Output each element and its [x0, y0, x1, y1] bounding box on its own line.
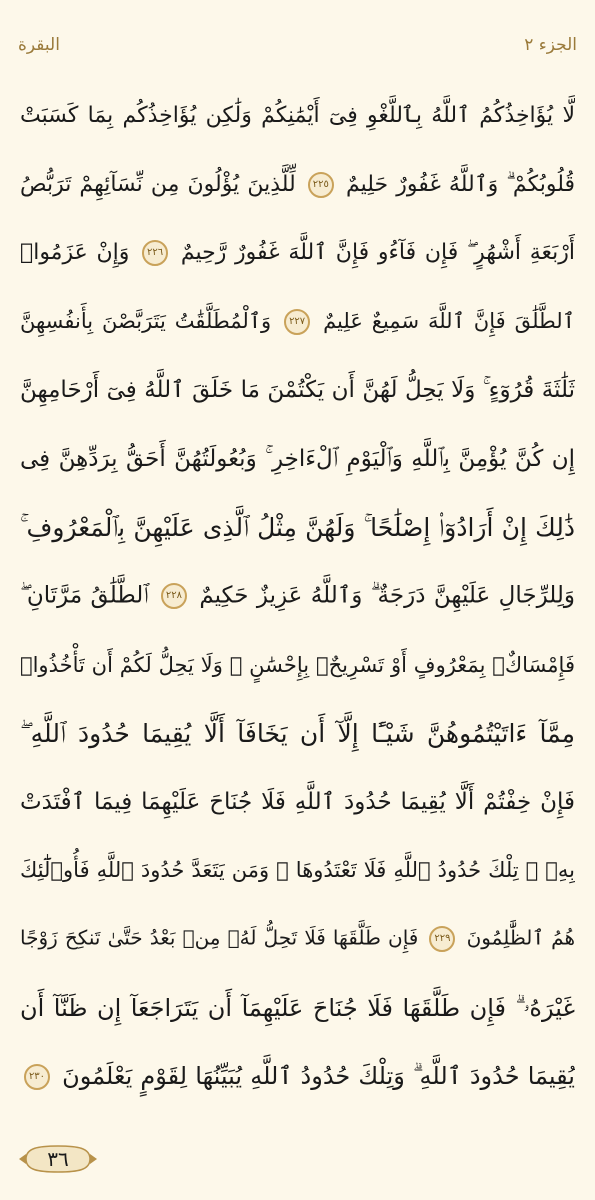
verse-line: [20, 905, 575, 974]
ayah-number-marker: ٢٣٠: [24, 1064, 50, 1090]
verse-line: [20, 288, 575, 357]
verse-segment: إِن كُنَّ يُؤْمِنَّ بِٱللَّهِ وَٱلْيَوْمِ ٱلْءَاخِرِ ۚ وَبُعُولَتُهُنَّ أَحَقُّ بِرَدِّهِنَّ فِى: [20, 445, 575, 472]
page-number: ٣٦: [47, 1147, 69, 1171]
verse-line-text: [20, 1061, 575, 1090]
verse-segment: ثَلَٰثَةَ قُرُوٓءٍ ۚ وَلَا يَحِلُّ لَهُنَّ أَن يَكْتُمْنَ مَا خَلَقَ ٱللَّهُ فِىٓ أَرْحَامِهِنَّ: [20, 377, 575, 404]
verse-line: [20, 768, 575, 837]
verse-segment: مِمَّآ ءَاتَيْتُمُوهُنَّ شَيْـًٔا إِلَّآ أَن يَخَافَآ أَلَّا يُقِيمَا حُدُودَ ٱللَّهِ ۖ: [20, 719, 575, 749]
verse-line: [20, 82, 575, 151]
verse-line-text: [20, 583, 575, 609]
verse-segment: قُلُوبُكُمْ ۗ وَٱللَّهُ غَفُورٌ حَلِيمٌ: [345, 171, 575, 197]
ayah-number-marker: ٢٢٨: [161, 583, 187, 609]
verse-segment: فَإِن طَلَّقَهَا فَلَا تَحِلُّ لَهُۥ مِنۢ بَعْدُ حَتَّىٰ تَنكِحَ زَوْجًا: [20, 925, 419, 950]
page-number-frame: [16, 1142, 100, 1176]
verse-segment: فَإِمْسَاكٌۢ بِمَعْرُوفٍ أَوْ تَسْرِيحٌۢ بِإِحْسَٰنٍ ۗ وَلَا يَحِلُّ لَكُمْ أَن تَأْخُذُوا۟: [20, 652, 575, 677]
verse-line-text: [20, 719, 575, 749]
verse-segment: فَإِنْ خِفْتُمْ أَلَّا يُقِيمَا حُدُودَ ٱللَّهِ فَلَا جُنَاحَ عَلَيْهِمَا فِيمَا ٱفْتَدَتْ: [20, 788, 575, 815]
verse-segment: يُقِيمَا حُدُودَ ٱللَّهِ ۗ وَتِلْكَ حُدُودُ ٱللَّهِ يُبَيِّنُهَا لِقَوْمٍ يَعْلَمُونَ: [62, 1061, 575, 1090]
ayah-number-marker: ٢٢٥: [308, 172, 334, 198]
verse-segment: وَإِنْ عَزَمُوا۟: [20, 240, 130, 266]
verse-line: [20, 837, 575, 906]
verse-segment: ٱلطَّلَٰقَ فَإِنَّ ٱللَّهَ سَمِيعٌ عَلِيمٌ: [323, 309, 575, 334]
verse-segment: وَٱلْمُطَلَّقَٰتُ يَتَرَبَّصْنَ بِأَنفُسِهِنَّ: [20, 309, 272, 334]
verse-text-block: [20, 82, 575, 1112]
ayah-number-marker: ٢٢٦: [142, 240, 168, 266]
verse-segment: غَيْرَهُۥ ۗ فَإِن طَلَّقَهَا فَلَا جُنَاحَ عَلَيْهِمَآ أَن يَتَرَاجَعَآ إِن ظَنَّآ أَن: [20, 994, 575, 1023]
verse-line: [20, 699, 575, 768]
verse-line-text: [20, 379, 575, 402]
verse-line: [20, 1042, 575, 1111]
verse-line: [20, 425, 575, 494]
verse-segment: وَلِلرِّجَالِ عَلَيْهِنَّ دَرَجَةٌ ۗ وَٱللَّهُ عَزِيزٌ حَكِيمٌ: [199, 582, 575, 609]
verse-line: [20, 631, 575, 700]
verse-segment: أَرْبَعَةِ أَشْهُرٍ ۖ فَإِن فَآءُو فَإِنَّ ٱللَّهَ غَفُورٌ رَّحِيمٌ: [180, 240, 575, 266]
page-header: [18, 30, 577, 60]
verse-line-text: [20, 105, 575, 127]
verse-line: [20, 219, 575, 288]
verse-line: [20, 974, 575, 1043]
verse-line: [20, 494, 575, 563]
verse-line-text: [20, 240, 575, 266]
verse-segment: ٱلطَّلَٰقُ مَرَّتَانِ ۖ: [20, 582, 149, 609]
verse-line-text: [20, 172, 575, 198]
verse-segment: بِهِۦ ۗ تِلْكَ حُدُودُ ٱللَّهِ فَلَا تَعْتَدُوهَا ۚ وَمَن يَتَعَدَّ حُدُودَ ٱللَّهِ فَأُو۟لَٰٓئِكَ: [20, 858, 575, 883]
verse-segment: لَّا يُؤَاخِذُكُمُ ٱللَّهُ بِٱللَّغْوِ فِىٓ أَيْمَٰنِكُمْ وَلَٰكِن يُؤَاخِذُكُم بِمَا كَسَبَتْ: [20, 103, 575, 129]
ayah-number-marker: ٢٢٩: [429, 926, 455, 952]
verse-line: [20, 562, 575, 631]
juz-label: الجزء ٢: [524, 35, 577, 55]
ayah-number-marker: ٢٢٧: [284, 309, 310, 335]
verse-line-text: [20, 860, 575, 881]
verse-segment: ذَٰلِكَ إِنْ أَرَادُوٓا۟ إِصْلَٰحًا ۚ وَلَهُنَّ مِثْلُ ٱلَّذِى عَلَيْهِنَّ بِٱلْمَعْرُوفِ ۚ: [20, 513, 575, 543]
verse-segment: لِّلَّذِينَ يُؤْلُونَ مِن نِّسَآئِهِمْ تَرَبُّصُ: [20, 171, 296, 197]
verse-line-text: [20, 652, 575, 677]
verse-line-text: [20, 788, 575, 815]
verse-line-text: [20, 445, 575, 472]
verse-line: [20, 151, 575, 220]
verse-line-text: [20, 513, 575, 543]
verse-line: [20, 356, 575, 425]
verse-line-text: [20, 926, 575, 952]
verse-segment: هُمُ ٱلظَّٰلِمُونَ: [466, 925, 575, 950]
verse-line-text: [20, 994, 575, 1023]
surah-name: البقرة: [18, 35, 60, 55]
verse-line-text: [20, 309, 575, 335]
